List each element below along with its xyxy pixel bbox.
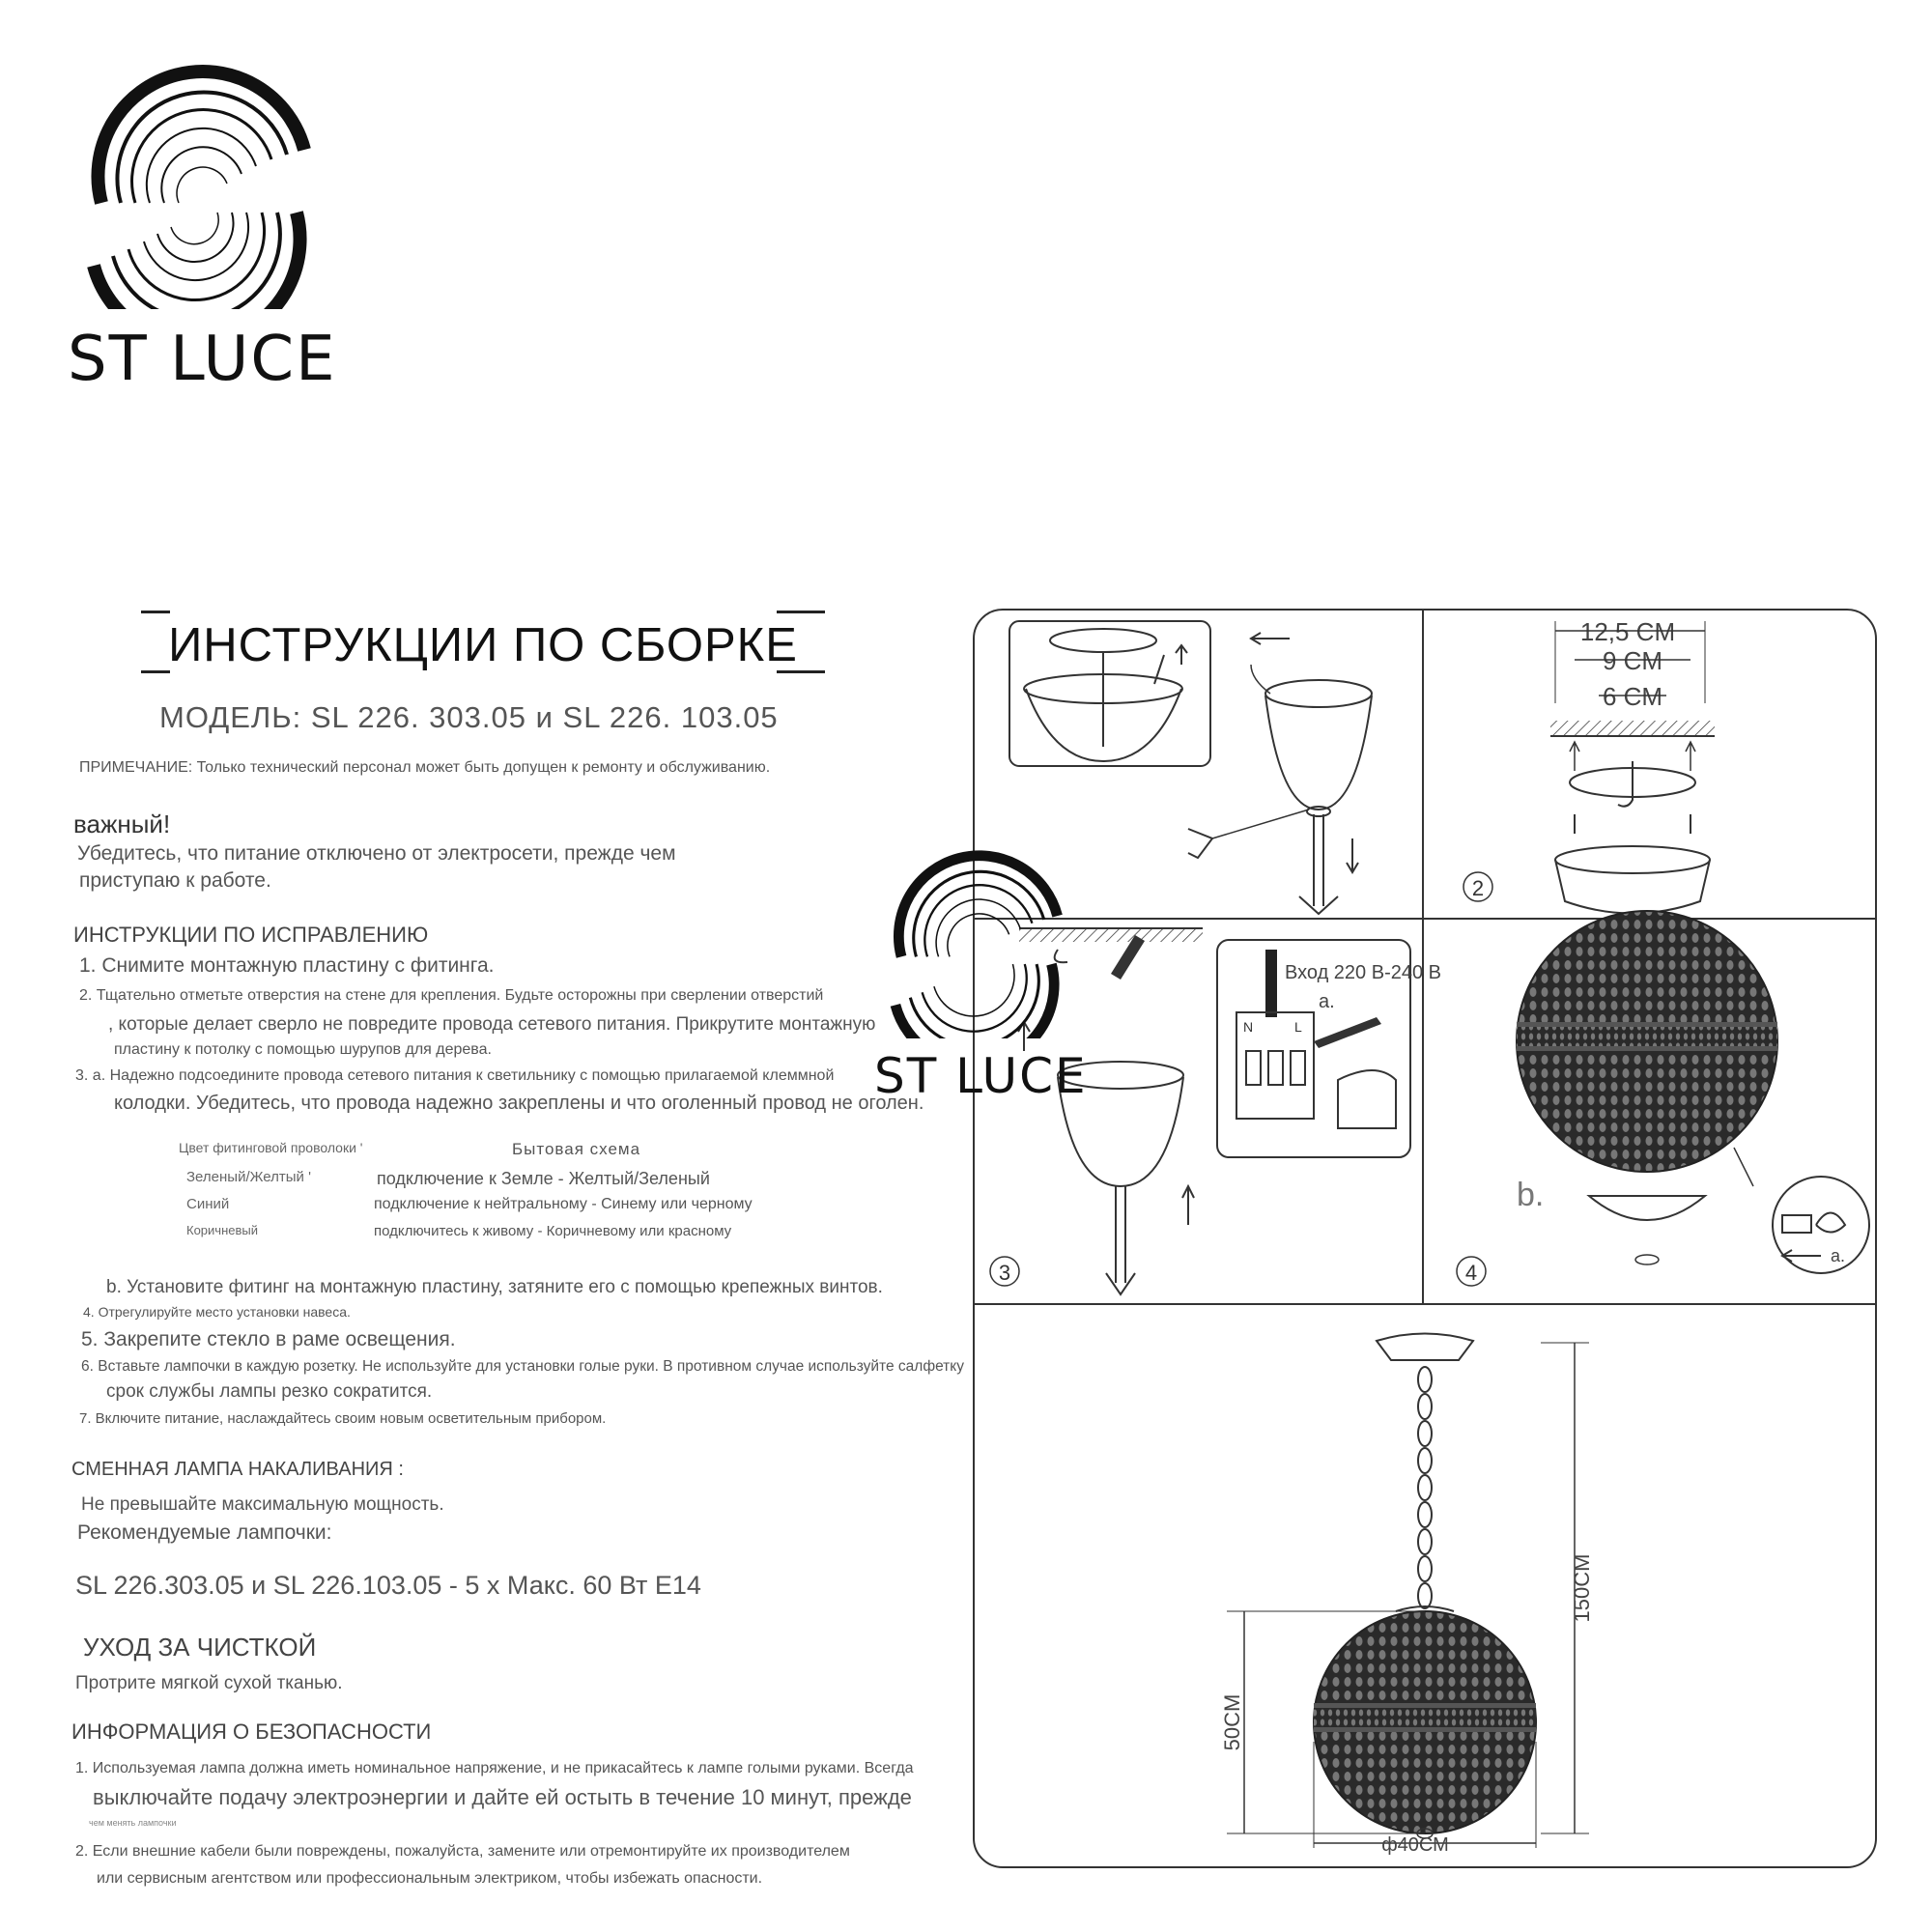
safety-item-2: 2. Если внешние кабели были повреждены, пожалуйста, замените или отремонтируйте их производителем	[75, 1843, 850, 1860]
install-step-4: 4. Отрегулируйте место установки навеса.	[83, 1304, 351, 1320]
logo-swirl-icon	[879, 845, 1072, 1038]
arrow-up-icon	[1182, 1186, 1194, 1225]
dim-label: 9 CM	[1602, 646, 1663, 675]
wiring-desc: подключение к Земле - Желтый/Зеленый	[377, 1169, 710, 1188]
voltage-label: Вход 220 В-240 В	[1285, 962, 1441, 983]
power-cable	[1265, 950, 1277, 1017]
safety-item-1: выключайте подачу электроэнергии и дайте ей остыть в течение 10 минут, прежде	[93, 1785, 912, 1809]
note-line: ПРИМЕЧАНИЕ: Только технический персонал может быть допущен к ремонту и обслуживанию.	[79, 759, 771, 776]
lamp-line: Не превышайте максимальную мощность.	[81, 1494, 444, 1515]
arrow-up-icon	[1176, 645, 1187, 665]
canopy-icon	[1555, 860, 1710, 914]
dim-label: 6 CM	[1602, 682, 1663, 711]
wiring-desc: подключение к нейтральному - Синему или черному	[374, 1196, 753, 1212]
install-step-5: 5. Закрепите стекло в раме освещения.	[81, 1328, 456, 1350]
install-step-2: , которые делает сверло не повредите провода сетевого питания. Прикрутите монтажную	[108, 1014, 876, 1035]
model-line: МОДЕЛЬ: SL 226. 303.05 и SL 226. 103.05	[159, 700, 779, 734]
install-step-2: 2. Тщательно отметьте отверстия на стене для крепления. Будьте осторожны при сверлении отверстий	[79, 987, 824, 1004]
assembly-diagram-svg	[971, 607, 1879, 1870]
panel-number: 4	[1464, 1261, 1478, 1285]
install-step-6: 6. Вставьте лампочки в каждую розетку. Не используйте для установки голые руки. В противном случае используйте салфетку	[81, 1358, 964, 1375]
dim-height-ball: 50CM	[1220, 1693, 1244, 1751]
important-line: Убедитесь, что питание отключено от электросети, прежде чем	[77, 842, 676, 865]
care-heading: УХОД ЗА ЧИСТКОЙ	[83, 1633, 317, 1662]
dim-label: 12,5 CM	[1579, 617, 1676, 646]
install-heading: ИНСТРУКЦИИ ПО ИСПРАВЛЕНИЮ	[73, 923, 429, 947]
panel-number: 2	[1471, 876, 1485, 900]
panel-overall	[1220, 1334, 1594, 1857]
panel-number: 3	[998, 1261, 1011, 1285]
label-a: a.	[1831, 1246, 1846, 1265]
install-step-3a: 3. а. Надежно подсоедините провода сетевого питания к светильнику с помощью прилагаемой клеммной	[75, 1067, 835, 1084]
safety-item-1: 1. Используемая лампа должна иметь номинальное напряжение, и не прикасайтесь к лампе голыми руками. Всегда	[75, 1760, 914, 1776]
watermark-brand-name: ST LUCE	[874, 1048, 1088, 1104]
care-text: Протрите мягкой сухой тканью.	[75, 1673, 343, 1693]
arrow-left-icon	[1251, 633, 1290, 644]
arrow-down-icon	[1347, 838, 1358, 872]
watermark-logo	[874, 845, 1096, 1106]
canopy-icon	[1265, 696, 1372, 810]
logo-swirl-icon	[72, 58, 324, 309]
brand-logo	[68, 58, 338, 406]
glass-dish	[1589, 1196, 1705, 1220]
install-step-3a: колодки. Убедитесь, что провода надежно закреплены и что оголенный провод не оголен.	[114, 1093, 924, 1114]
lamp-heading: СМЕННАЯ ЛАМПА НАКАЛИВАНИЯ :	[71, 1459, 404, 1480]
canopy-icon	[1377, 1334, 1473, 1361]
wiring-col2-header: Бытовая схема	[512, 1140, 641, 1158]
panel-2	[1463, 617, 1715, 914]
bulb-icon	[1816, 1213, 1845, 1233]
lamp-line: Рекомендуемые лампочки:	[77, 1521, 332, 1544]
install-step-7: 7. Включите питание, наслаждайтесь своим новым осветительным прибором.	[79, 1410, 607, 1427]
install-step-3b: b. Установите фитинг на монтажную пластину, затяните его с помощью крепежных винтов.	[106, 1277, 883, 1297]
screw-icon	[1188, 829, 1212, 858]
wiring-col1-header: Цвет фитинговой проволоки '	[179, 1140, 363, 1155]
wiring-color: Коричневый	[186, 1223, 258, 1237]
terminal-label: L	[1294, 1019, 1302, 1035]
wiring-color: Синий	[186, 1196, 230, 1212]
install-step-2: пластину к потолку с помощью шурупов для дерева.	[114, 1041, 492, 1058]
install-step-1: 1. Снимите монтажную пластину с фитинга.	[79, 954, 495, 977]
page-title-block	[135, 609, 831, 686]
safety-heading: ИНФОРМАЦИЯ О БЕЗОПАСНОСТИ	[71, 1719, 432, 1744]
wiring-desc: подключитесь к живому - Коричневому или красному	[374, 1223, 732, 1239]
chain-icon	[1418, 1367, 1432, 1608]
safety-item-1: чем менять лампочки	[89, 1818, 177, 1828]
dim-diameter: ф40СМ	[1381, 1834, 1449, 1856]
mounting-plate	[1050, 629, 1156, 652]
important-heading: важный!	[73, 810, 171, 838]
ceiling-hatch	[1550, 721, 1715, 736]
brand-name: ST LUCE	[68, 324, 337, 395]
label-b: b.	[1517, 1177, 1545, 1213]
lamp-spec: SL 226.303.05 и SL 226.103.05 - 5 x Макс. 60 Вт E14	[75, 1571, 701, 1600]
assembly-diagram	[971, 607, 1879, 1870]
label-a: a.	[1319, 991, 1335, 1012]
important-line: приступаю к работе.	[79, 869, 271, 892]
terminal-label: N	[1243, 1019, 1254, 1035]
screwdriver-icon	[1314, 1017, 1381, 1048]
dim-height-total: 150CM	[1570, 1553, 1594, 1623]
wiring-color: Зеленый/Желтый '	[186, 1169, 311, 1185]
safety-item-2: или сервисным агентством или профессиональным электриком, чтобы избежать опасности.	[97, 1870, 763, 1887]
install-step-6: срок службы лампы резко сократится.	[106, 1381, 433, 1402]
panel-4	[1457, 911, 1869, 1286]
page-title: ИНСТРУКЦИИ ПО СБОРКЕ	[168, 619, 798, 671]
